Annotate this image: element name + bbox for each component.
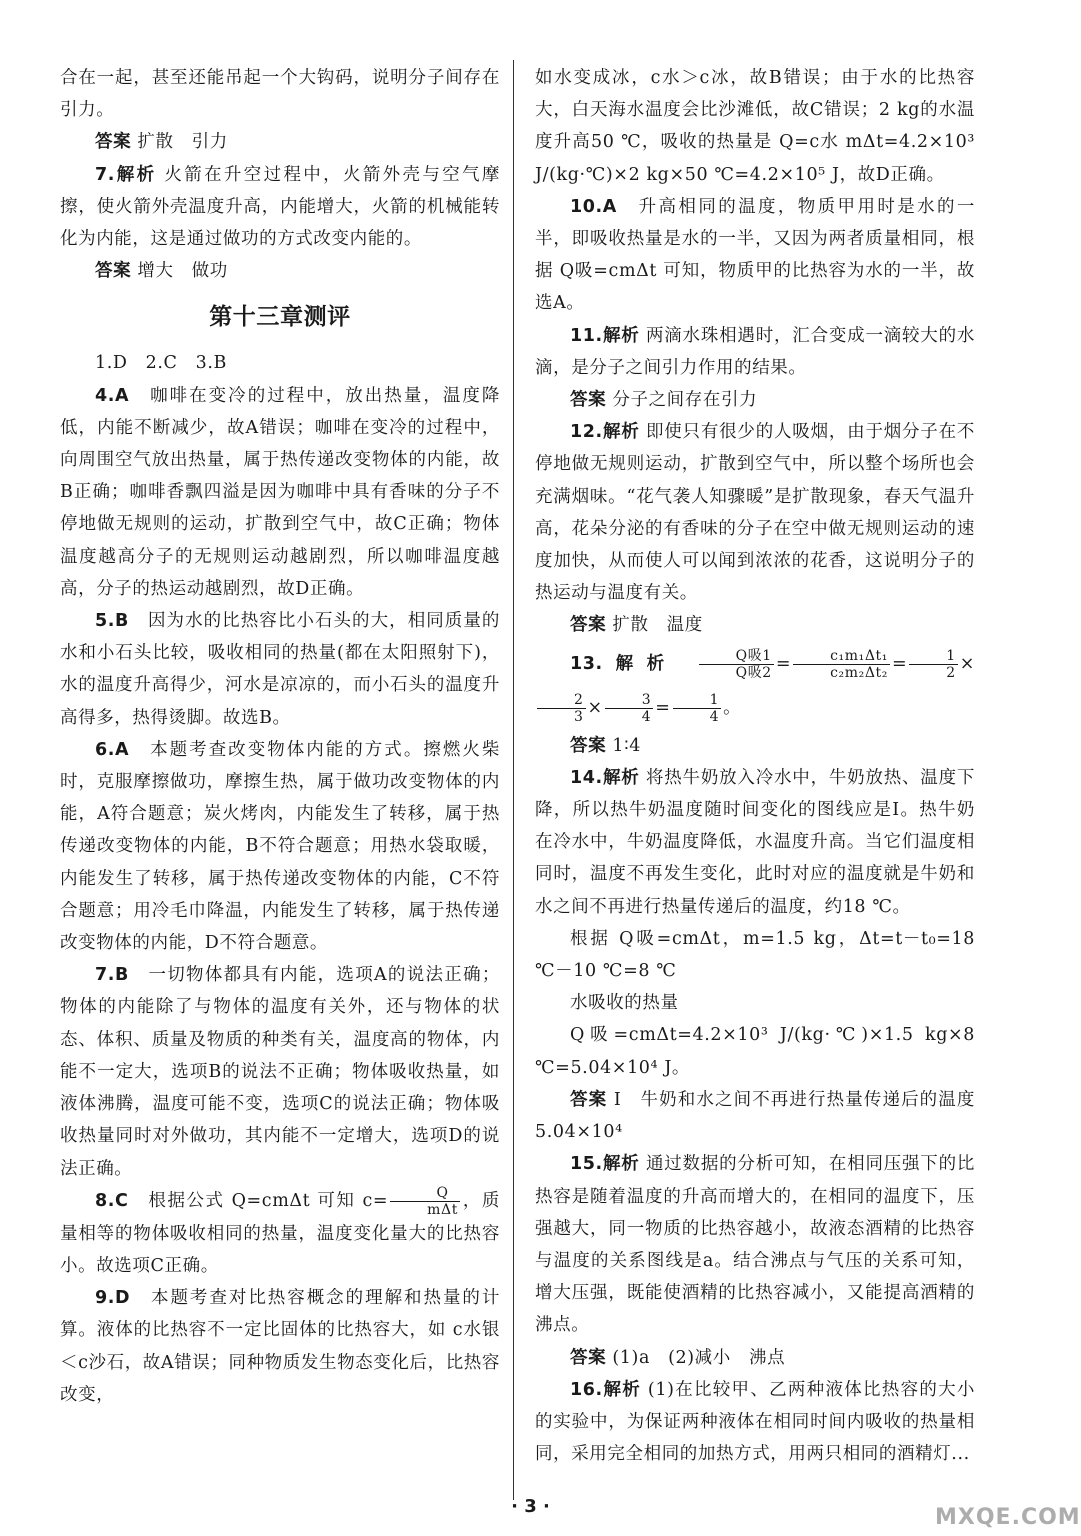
question-9: 9.D 本题考查对比热容概念的理解和热量的计算。液体的比热容不一定比固体的比热容大，如 c水银＜c沙石，故A错误；同种物质发生物态变化后，比热容改变， <box>60 1288 500 1405</box>
fraction: $\frac{1}{2}$ <box>909 648 958 681</box>
fraction: $\frac{Q}{\text{mΔt}}$ <box>390 1185 460 1218</box>
solution-13: 13.解析 $\frac{\text{Q吸1}}{\text{Q吸2}}$ = $\frac{\text{c₁m₁Δt₁}}{\text{c₂m₂Δt₂}}$ = $\frac{1}{2}$ × $\frac{2}{3}$ × $\frac{3}{4}$ = $\frac{1}{4}$ 。 <box>535 642 975 730</box>
answer-line: 答案 扩散 温度 <box>570 615 703 636</box>
watermark-logo: MXQE.COM <box>935 1505 1081 1530</box>
paragraph: 合在一起，甚至还能吊起一个大钩码，说明分子间存在引力。 <box>60 68 500 121</box>
answer-line: 答案 增大 做功 <box>95 261 228 282</box>
answer-line: 答案 扩散 引力 <box>95 132 228 153</box>
calc-line: Q吸=cmΔt=4.2×10³ J/(kg·℃)×1.5 kg×8 ℃=5.04×10⁴ J。 <box>535 1025 975 1078</box>
question-4: 4.A 咖啡在变冷的过程中，放出热量，温度降低，内能不断减少，故A错误；咖啡在变冷的过程中，向周围空气放出热量，属于热传递改变物体的内能，故B正确；咖啡香飘四溢是因为咖啡中具有香味的分子不停地做无规则的运动，扩散到空气中，故C正确；物体温度越高分子的无规则运动越剧烈，所以咖啡温度越高，分子的热运动越剧烈，故D正确。 <box>60 385 500 599</box>
fraction: $\frac{\text{c₁m₁Δt₁}}{\text{c₂m₂Δt₂}}$ <box>793 648 890 681</box>
solution-16: 16.解析 (1)在比较甲、乙两种液体比热容的大小的实验中，为保证两种液体在相同时间内吸收的热量相同，采用完全相同的加热方式，用两只相同的酒精灯... <box>535 1379 976 1465</box>
solution-7: 7.解析 火箭在升空过程中，火箭外壳与空气摩擦，使火箭外壳温度升高，内能增大，火箭的机械能转化为内能，这是通过做功的方式改变内能的。 <box>60 164 501 250</box>
calc-line: 水吸收的热量 <box>570 993 679 1014</box>
question-8: 8.C 根据公式 Q=cmΔt 可知 c= $\frac{Q}{\text{mΔt}}$ ，质量相等的物体吸收相同的热量，温度变化量大的比热容小。故选项C正确。 <box>60 1184 500 1276</box>
fraction: $\frac{\text{Q吸1}}{\text{Q吸2}}$ <box>699 648 774 681</box>
column-divider <box>513 60 514 1500</box>
right-column <box>535 62 994 1470</box>
question-5: 5.B 因为水的比热容比小石头的大，相同质量的水和小石头比较，吸收相同的热量(都在太阳照射下)，水的温度升高得少，河水是凉凉的，而小石头的温度升高得多，热得烫脚。故选B。 <box>60 611 500 728</box>
answer-line: 答案 1∶4 <box>570 735 641 756</box>
solution-12: 12.解析 即使只有很少的人吸烟，由于烟分子在不停地做无规则运动，扩散到空气中，所以整个场所也会充满烟味。“花气袭人知骤暖”是扩散现象，春天气温升高，花朵分泌的有香味的分子在空中做无规则运动的速度加快，从而使人可以闻到浓浓的花香，这说明分子的热运动与温度有关。 <box>535 422 975 604</box>
answer-line: 答案 Ⅰ 牛奶和水之间不再进行热量传递后的温度 5.04×10⁴ <box>535 1089 994 1143</box>
question-6: 6.A 本题考查改变物体内能的方式。擦燃火柴时，克服摩擦做功，摩擦生热，属于做功改变物体的内能，A符合题意；炭火烤肉，内能发生了转移，属于热传递改变物体的内能，B不符合题意；用热水袋取暖，内能发生了转移，属于热传递改变物体的内能，C不符合题意；用冷毛巾降温，内能发生了转移，属于热传递改变物体的内能，D不符合题意。 <box>60 739 500 954</box>
fraction: $\frac{2}{3}$ <box>537 692 586 725</box>
page-number: · 3 · <box>511 1496 550 1517</box>
question-10: 10.A 升高相同的温度，物质甲用时是水的一半，即吸收热量是水的一半，又因为两者质量相同，根据 Q吸=cmΔt 可知，物质甲的比热容为水的一半，故选A。 <box>535 196 975 314</box>
left-column <box>60 62 500 1411</box>
answers-1-3: 1.D 2.C 3.B <box>95 353 227 374</box>
solution-14: 14.解析 将热牛奶放入冷水中，牛奶放热、温度下降，所以热牛奶温度随时间变化的图线应是Ⅰ。热牛奶在冷水中，牛奶温度降低，水温度升高。当它们温度相同时，温度不再发生变化，此时对应的温度就是牛奶和水之间不再进行热量传递后的温度，约18 ℃。 <box>535 767 975 917</box>
fraction: $\frac{3}{4}$ <box>605 692 654 725</box>
fraction: $\frac{1}{4}$ <box>673 692 722 725</box>
solution-11: 11.解析 两滴水珠相遇时，汇合变成一滴较大的水滴，是分子之间引力作用的结果。 <box>535 325 975 378</box>
solution-15: 15.解析 通过数据的分析可知，在相同压强下的比热容是随着温度的升高而增大的，在相同的温度下，压强越大，同一物质的比热容越小，故液态酒精的比热容与温度的关系图线是a。结合沸点与气压的关系可知，增大压强，既能使酒精的比热容减小，又能提高酒精的沸点。 <box>535 1154 975 1336</box>
chapter-title: 第十三章测评 <box>209 304 351 331</box>
answer-line: 答案 分子之间存在引力 <box>570 390 758 411</box>
question-7: 7.B 一切物体都具有内能，选项A的说法正确；物体的内能除了与物体的温度有关外，还与物体的状态、体积、质量及物质的种类有关，温度高的物体，内能不一定大，选项B的说法不正确；物体吸收热量，如液体沸腾，温度可能不变，选项C的说法正确；物体吸收热量同时对外做功，其内能不一定增大，选项D的说法正确。 <box>60 965 500 1179</box>
calc-line: 根据 Q吸=cmΔt，m=1.5 kg，Δt=t－t₀=18 ℃－10 ℃=8 ℃ <box>535 928 975 982</box>
answer-line: 答案 (1)a (2)减小 沸点 <box>570 1347 786 1368</box>
paragraph: 如水变成冰，c水＞c冰，故B错误；由于水的比热容大，白天海水温度会比沙滩低，故C错误；2 kg的水温度升高50 ℃，吸收的热量是 Q=c水 mΔt=4.2×10³ J/(kg·℃)×2 kg×50 ℃=4.2×10⁵ J，故D正确。 <box>535 68 975 185</box>
